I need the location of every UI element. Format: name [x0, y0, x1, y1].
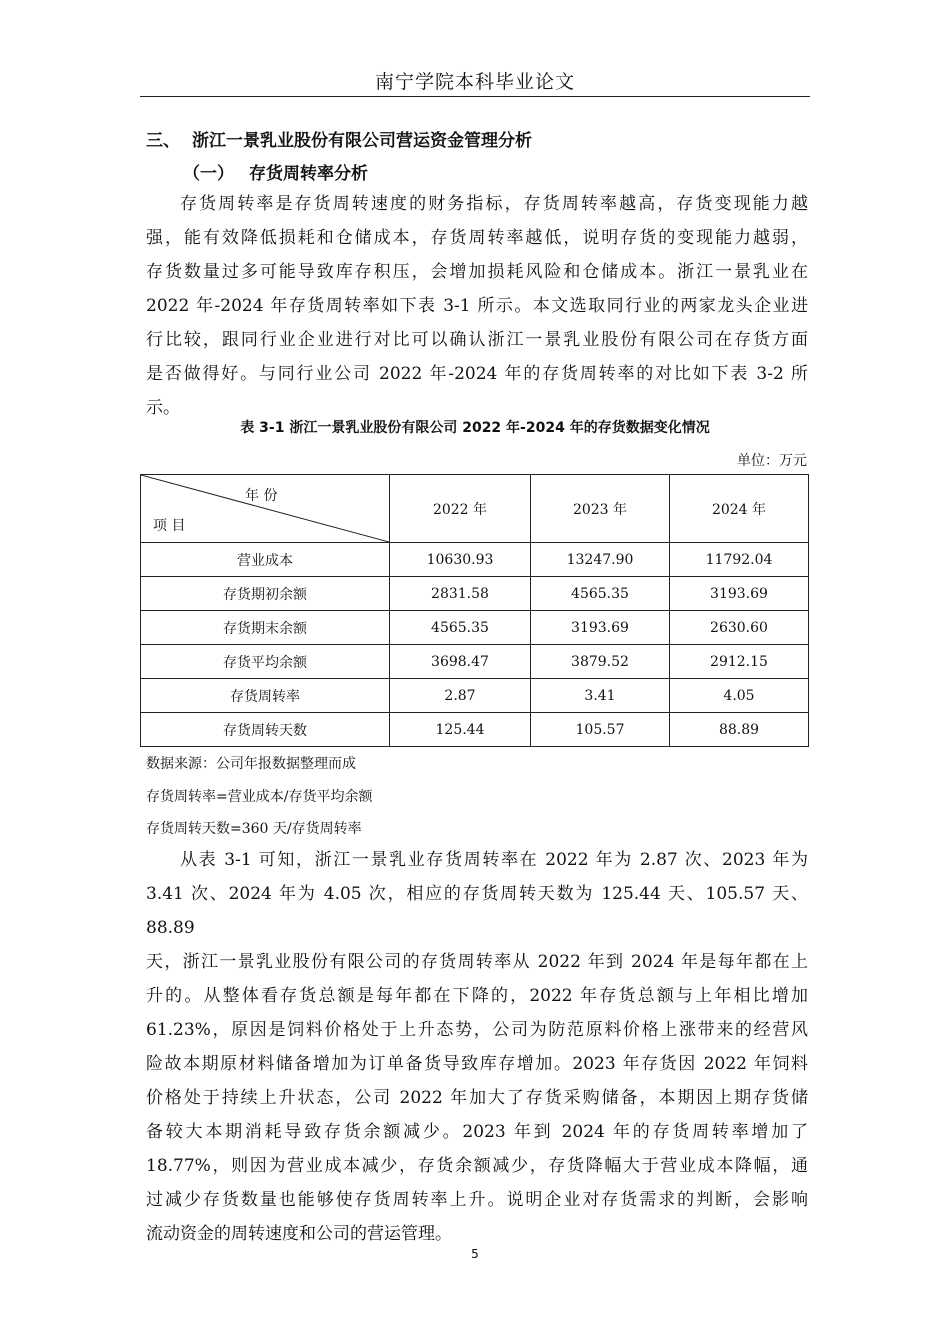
corner-year-label: 年 份	[245, 488, 278, 504]
paragraph-1-line: 存货周转率是存货周转速度的财务指标，存货周转率越高，存货变现能力越	[180, 194, 808, 214]
row-label: 存货期末余额	[141, 611, 390, 645]
corner-item-label: 项 目	[153, 518, 186, 534]
subsection-heading	[183, 162, 368, 186]
table-cell: 3.41	[531, 679, 670, 713]
paragraph-1-line: 强，能有效降低损耗和仓储成本，存货周转率越低，说明存货的变现能力越弱，	[146, 228, 808, 248]
table-cell: 3193.69	[670, 577, 809, 611]
paragraph-2-line: 从表 3-1 可知，浙江一景乳业存货周转率在 2022 年为 2.87 次、2023 年为	[180, 850, 808, 870]
table-cell: 125.44	[390, 713, 531, 747]
subsection-number: （一）	[183, 164, 234, 184]
row-label: 存货周转天数	[141, 713, 390, 747]
table-cell: 3879.52	[531, 645, 670, 679]
formula-note: 存货周转率=营业成本/存货平均余额	[146, 789, 373, 805]
paragraph-1-line: 行比较，跟同行业企业进行对比可以确认浙江一景乳业股份有限公司在存货方面	[146, 330, 808, 350]
data-source-note: 数据来源：公司年报数据整理而成	[146, 756, 356, 772]
paragraph-2-line: 升的。从整体看存货总额是每年都在下降的，2022 年存货总额与上年相比增加	[146, 986, 808, 1006]
row-label: 营业成本	[141, 543, 390, 577]
paragraph-1-line: 2022 年-2024 年存货周转率如下表 3-1 所示。本文选取同行业的两家龙头企业进	[146, 296, 808, 316]
column-header: 2022 年	[390, 475, 531, 543]
table-cell: 11792.04	[670, 543, 809, 577]
table-cell: 3698.47	[390, 645, 531, 679]
table-row	[141, 645, 809, 679]
paragraph-2-line: 3.41 次、2024 年为 4.05 次，相应的存货周转天数为 125.44 天、105.57 天、88.89	[146, 884, 808, 938]
paragraph-1	[146, 187, 808, 425]
table-cell: 3193.69	[531, 611, 670, 645]
row-label: 存货周转率	[141, 679, 390, 713]
table-caption: 表 3-1 浙江一景乳业股份有限公司 2022 年-2024 年的存货数据变化情况	[240, 420, 710, 436]
table-cell: 88.89	[670, 713, 809, 747]
paragraph-2	[146, 843, 808, 1251]
paragraph-1-line: 存货数量过多可能导致库存积压，会增加损耗风险和仓储成本。浙江一景乳业在	[146, 262, 808, 282]
table-cell: 4565.35	[531, 577, 670, 611]
paragraph-2-line: 天，浙江一景乳业股份有限公司的存货周转率从 2022 年到 2024 年是每年都在上	[146, 952, 808, 972]
paragraph-1-line: 示。	[146, 398, 180, 418]
column-header: 2023 年	[531, 475, 670, 543]
table-cell: 4.05	[670, 679, 809, 713]
inventory-table	[140, 474, 809, 747]
table-row	[141, 679, 809, 713]
table-row	[141, 713, 809, 747]
paragraph-2-line: 61.23%，原因是饲料价格处于上升态势，公司为防范原料价格上涨带来的经营风	[146, 1020, 808, 1040]
paragraph-1-line: 是否做得好。与同行业公司 2022 年-2024 年的存货周转率的对比如下表 3-2 所	[146, 364, 808, 384]
table-unit: 单位：万元	[737, 453, 807, 469]
paragraph-2-line: 过减少存货数量也能够使存货周转率上升。说明企业对存货需求的判断，会影响	[146, 1190, 808, 1210]
row-label: 存货期初余额	[141, 577, 390, 611]
page-number: 5	[471, 1247, 479, 1261]
table-header-row	[141, 475, 809, 543]
section-title: 浙江一景乳业股份有限公司营运资金管理分析	[192, 131, 532, 151]
page-header: 南宁学院本科毕业论文	[374, 71, 575, 93]
row-label: 存货平均余额	[141, 645, 390, 679]
formula-note: 存货周转天数=360 天/存货周转率	[146, 821, 362, 837]
paragraph-2-line: 险故本期原材料储备增加为订单备货导致库存增加。2023 年存货因 2022 年饲料	[146, 1054, 808, 1074]
table-row	[141, 577, 809, 611]
table-cell: 13247.90	[531, 543, 670, 577]
column-header: 2024 年	[670, 475, 809, 543]
table-row	[141, 611, 809, 645]
table-row	[141, 543, 809, 577]
table-cell: 2.87	[390, 679, 531, 713]
paragraph-2-line: 18.77%，则因为营业成本减少，存货余额减少，存货降幅大于营业成本降幅，通	[146, 1156, 808, 1176]
header-rule	[140, 96, 810, 97]
table-cell: 105.57	[531, 713, 670, 747]
table-cell: 10630.93	[390, 543, 531, 577]
table-cell: 2630.60	[670, 611, 809, 645]
table-corner-cell	[141, 475, 390, 543]
subsection-title: 存货周转率分析	[249, 164, 368, 184]
table-cell: 2831.58	[390, 577, 531, 611]
paragraph-2-line: 价格处于持续上升状态，公司 2022 年加大了存货采购储备，本期因上期存货储	[146, 1088, 808, 1108]
section-number: 三、	[146, 131, 180, 151]
section-heading	[146, 129, 532, 153]
table-cell: 2912.15	[670, 645, 809, 679]
paragraph-2-line: 流动资金的周转速度和公司的营运管理。	[146, 1224, 452, 1244]
table-cell: 4565.35	[390, 611, 531, 645]
paragraph-2-line: 备较大本期消耗导致存货余额减少。2023 年到 2024 年的存货周转率增加了	[146, 1122, 808, 1142]
